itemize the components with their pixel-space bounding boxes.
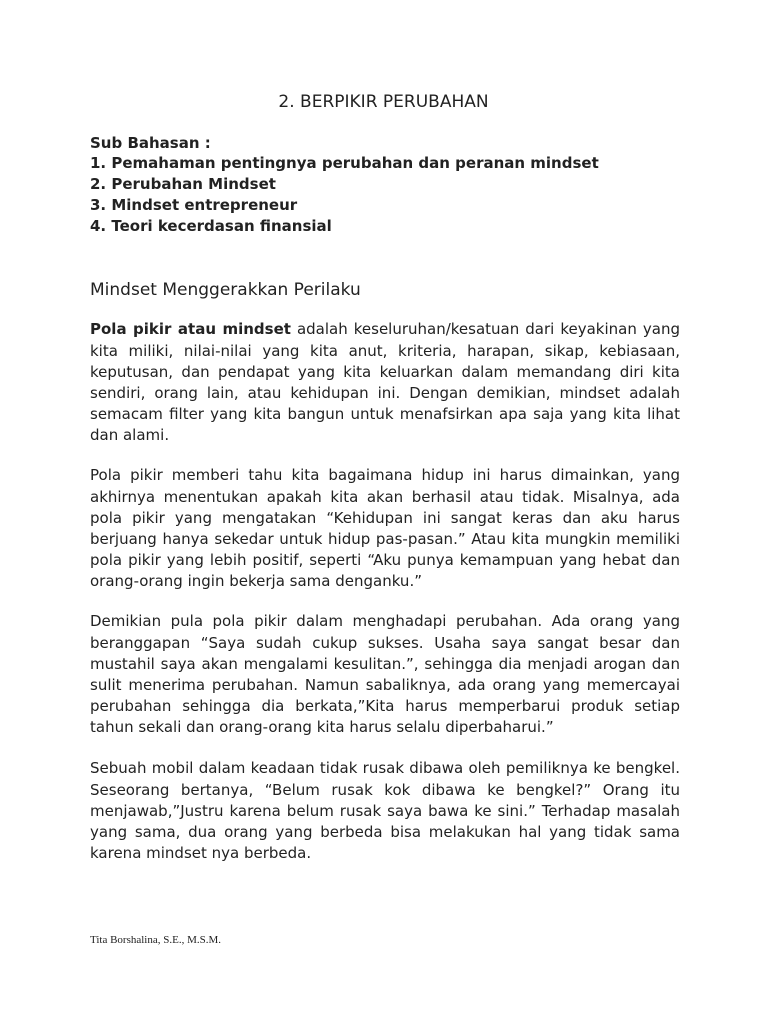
paragraph-line: berjuang hanya sekedar untuk hidup pas-pasan.” Atau kita mungkin memiliki xyxy=(90,530,680,548)
paragraph-line: dan alami. xyxy=(90,426,170,445)
paragraph-line xyxy=(90,319,680,340)
paragraph-line: Sebuah mobil dalam keadaan tidak rusak dibawa oleh pemiliknya ke bengkel. xyxy=(90,759,680,778)
sub-topic-item: 4. Teori kecerdasan finansial xyxy=(90,216,332,235)
line-text: adalah keseluruhan/kesatuan dari keyakinan yang xyxy=(290,320,680,339)
paragraph-line: Seseorang bertanya, “Belum rusak kok dibawa ke bengkel?” Orang itu xyxy=(90,780,680,799)
sub-topic-item: 3. Mindset entrepreneur xyxy=(90,195,298,214)
paragraph-line: Pola pikir memberi tahu kita bagaimana hidup ini harus dimainkan, yang xyxy=(90,466,680,485)
sub-topic-item: 2. Perubahan Mindset xyxy=(90,175,276,194)
paragraph-line: Demikian pula pola pikir dalam menghadapi perubahan. Ada orang yang xyxy=(90,612,680,631)
paragraph-line: menjawab,”Justru karena belum rusak saya bawa ke sini.” Terhadap masalah xyxy=(90,801,680,820)
paragraph-line: beranggapan “Saya sudah cukup sukses. Usaha saya sangat besar dan xyxy=(90,633,680,652)
paragraph-line: sulit menerima perubahan. Namun sabaliknya, ada orang yang memercayai xyxy=(90,676,680,694)
paragraph-line: yang sama, dua orang yang berbeda bisa melakukan hal yang tidak sama xyxy=(90,823,680,841)
paragraph-line: keputusan, dan pendapat yang kita keluarkan dalam memandang diri kita xyxy=(90,362,680,381)
paragraph-3 xyxy=(90,611,680,738)
paragraph-line: pola pikir yang lebih positif, seperti “Aku punya kemampuan yang hebat dan xyxy=(90,551,680,570)
bold-lead-term: Pola pikir atau mindset xyxy=(90,320,291,339)
paragraph-line: sendiri, orang lain, atau kehidupan ini. Dengan demikian, mindset adalah xyxy=(90,384,680,402)
footer-author: Tita Borshalina, S.E., M.S.M. xyxy=(90,934,222,946)
paragraph-line: orang-orang ingin bekerja sama denganku.” xyxy=(90,572,422,591)
paragraph-line: kita miliki, nilai-nilai yang kita anut, kriteria, harapan, sikap, kebiasaan, xyxy=(90,341,680,360)
paragraph-line: karena mindset nya berbeda. xyxy=(90,844,312,863)
paragraph-line: akhirnya menentukan apakah kita akan berhasil atau tidak. Misalnya, ada xyxy=(90,487,680,506)
sub-topics xyxy=(90,133,680,237)
sub-topic-item: 1. Pemahaman pentingnya perubahan dan peranan mindset xyxy=(90,154,599,173)
paragraph-4 xyxy=(90,758,680,864)
paragraph-2 xyxy=(90,465,680,592)
paragraph-line: semacam filter yang kita bangun untuk menafsirkan apa saja yang kita lihat xyxy=(90,405,680,424)
paragraph-1 xyxy=(90,319,680,446)
page-title: 2. BERPIKIR PERUBAHAN xyxy=(278,92,489,112)
paragraph-line: perubahan sehingga dia berkata,”Kita harus memperbarui produk setiap xyxy=(90,697,680,716)
paragraph-line: pola pikir yang mengatakan “Kehidupan ini sangat keras dan aku harus xyxy=(90,508,680,527)
paragraph-line: mustahil saya akan mengalami kesulitan.”, sehingga dia menjadi arogan dan xyxy=(90,654,680,673)
sub-topics-label: Sub Bahasan : xyxy=(90,133,211,152)
section-heading: Mindset Menggerakkan Perilaku xyxy=(90,280,361,300)
paragraph-line: tahun sekali dan orang-orang kita harus selalu diperbaharui.” xyxy=(90,718,554,737)
